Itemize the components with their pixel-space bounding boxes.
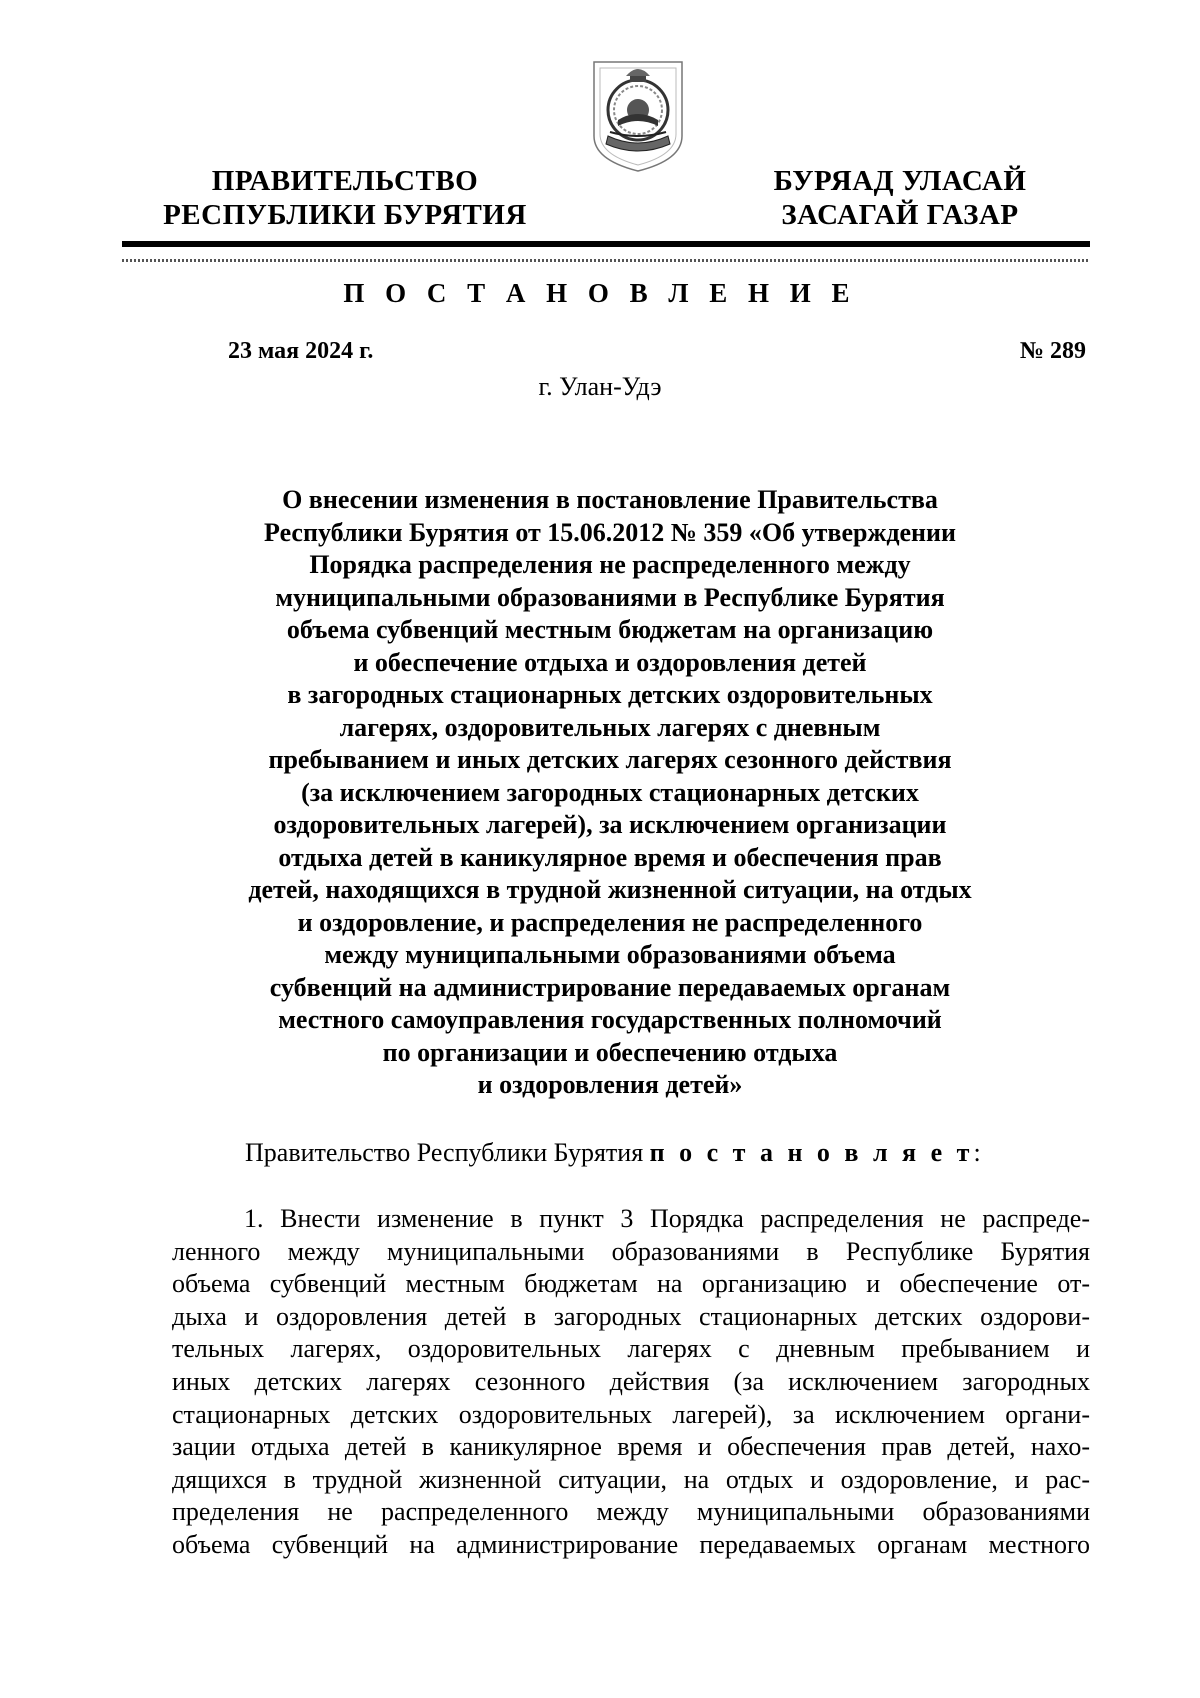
- document-type: П О С Т А Н О В Л Е Н И Е: [343, 278, 857, 308]
- title-line: в загородных стационарных детских оздоровительных: [287, 680, 933, 709]
- body-line: иных детских лагерях сезонного действия (за исключением загородных: [172, 1366, 1090, 1396]
- issuer-line: ЗАСАГАЙ ГАЗАР: [781, 199, 1019, 231]
- document-number: № 289: [1019, 338, 1086, 364]
- coat-of-arms-icon: [590, 58, 686, 174]
- title-line: пребыванием и иных детских лагерях сезонного действия: [268, 745, 952, 774]
- title-line: (за исключением загородных стационарных детских: [301, 777, 919, 807]
- header-divider-thick: [122, 241, 1090, 247]
- title-line: О внесении изменения в постановление Правительства: [282, 485, 938, 514]
- title-line: субвенций на администрирование передаваемых органам: [269, 972, 951, 1002]
- title-line: между муниципальными образованиями объема: [324, 940, 896, 969]
- intro-tail: :: [973, 1138, 981, 1167]
- intro-text: Правительство Республики Бурятия: [245, 1138, 650, 1167]
- body-line: дыха и оздоровления детей в загородных стационарных детских оздорови-: [172, 1301, 1090, 1331]
- document-city: г. Улан-Удэ: [538, 372, 662, 401]
- issuer-line: БУРЯАД УЛАСАЙ: [773, 165, 1027, 197]
- intro-emphasis: п о с т а н о в л я е т: [649, 1138, 974, 1167]
- title-line: и обеспечение отдыха и оздоровления детей: [353, 647, 867, 677]
- header-divider-thin: [122, 259, 1090, 262]
- document-date: 23 мая 2024 г.: [228, 338, 374, 364]
- title-line: отдыха детей в каникулярное время и обеспечения прав: [278, 842, 942, 872]
- body-line: объема субвенций местным бюджетам на организацию и обеспечение от-: [172, 1269, 1090, 1299]
- title-line: муниципальными образованиями в Республике Бурятия: [275, 582, 945, 612]
- body-line: объема субвенций на администрирование передаваемых органам местного: [172, 1529, 1090, 1559]
- issuer-line: РЕСПУБЛИКИ БУРЯТИЯ: [163, 199, 527, 231]
- title-line: Республики Бурятия от 15.06.2012 № 359 «Об утверждении: [264, 517, 956, 547]
- resolution-intro: [245, 1138, 981, 1168]
- title-line: объема субвенций местным бюджетам на организацию: [286, 615, 934, 644]
- document-body: [172, 1203, 1090, 1562]
- document-title: [200, 484, 1020, 1102]
- title-line: Порядка распределения не распределенного между: [309, 550, 911, 579]
- body-line: тельных лагерях, оздоровительных лагерях с дневным пребыванием и: [172, 1334, 1090, 1364]
- body-line: дящихся в трудной жизненной ситуации, на отдых и оздоровление, и рас-: [172, 1464, 1090, 1494]
- issuer-line: ПРАВИТЕЛЬСТВО: [211, 165, 479, 197]
- body-line: пределения не распределенного между муниципальными образованиями: [172, 1497, 1090, 1527]
- issuer-name-buryat: [740, 164, 1060, 232]
- title-line: оздоровительных лагерей), за исключением организации: [273, 810, 947, 839]
- body-line: 1. Внести изменение в пункт 3 Порядка распределения не распреде-: [244, 1204, 1090, 1233]
- issuer-name-russian: [150, 164, 540, 232]
- title-line: лагерях, оздоровительных лагерях с дневным: [339, 712, 881, 742]
- body-line: стационарных детских оздоровительных лагерей), за исключением органи-: [172, 1399, 1090, 1429]
- title-line: детей, находящихся в трудной жизненной ситуации, на отдых: [248, 875, 972, 904]
- title-line: и оздоровление, и распределения не распределенного: [297, 907, 923, 937]
- title-line: местного самоуправления государственных полномочий: [278, 1005, 942, 1034]
- title-line: и оздоровления детей»: [477, 1070, 743, 1099]
- body-line: ленного между муниципальными образованиями в Республике Бурятия: [172, 1236, 1090, 1266]
- body-line: зации отдыха детей в каникулярное время и обеспечения прав детей, нахо-: [172, 1432, 1090, 1462]
- title-line: по организации и обеспечению отдыха: [382, 1037, 838, 1067]
